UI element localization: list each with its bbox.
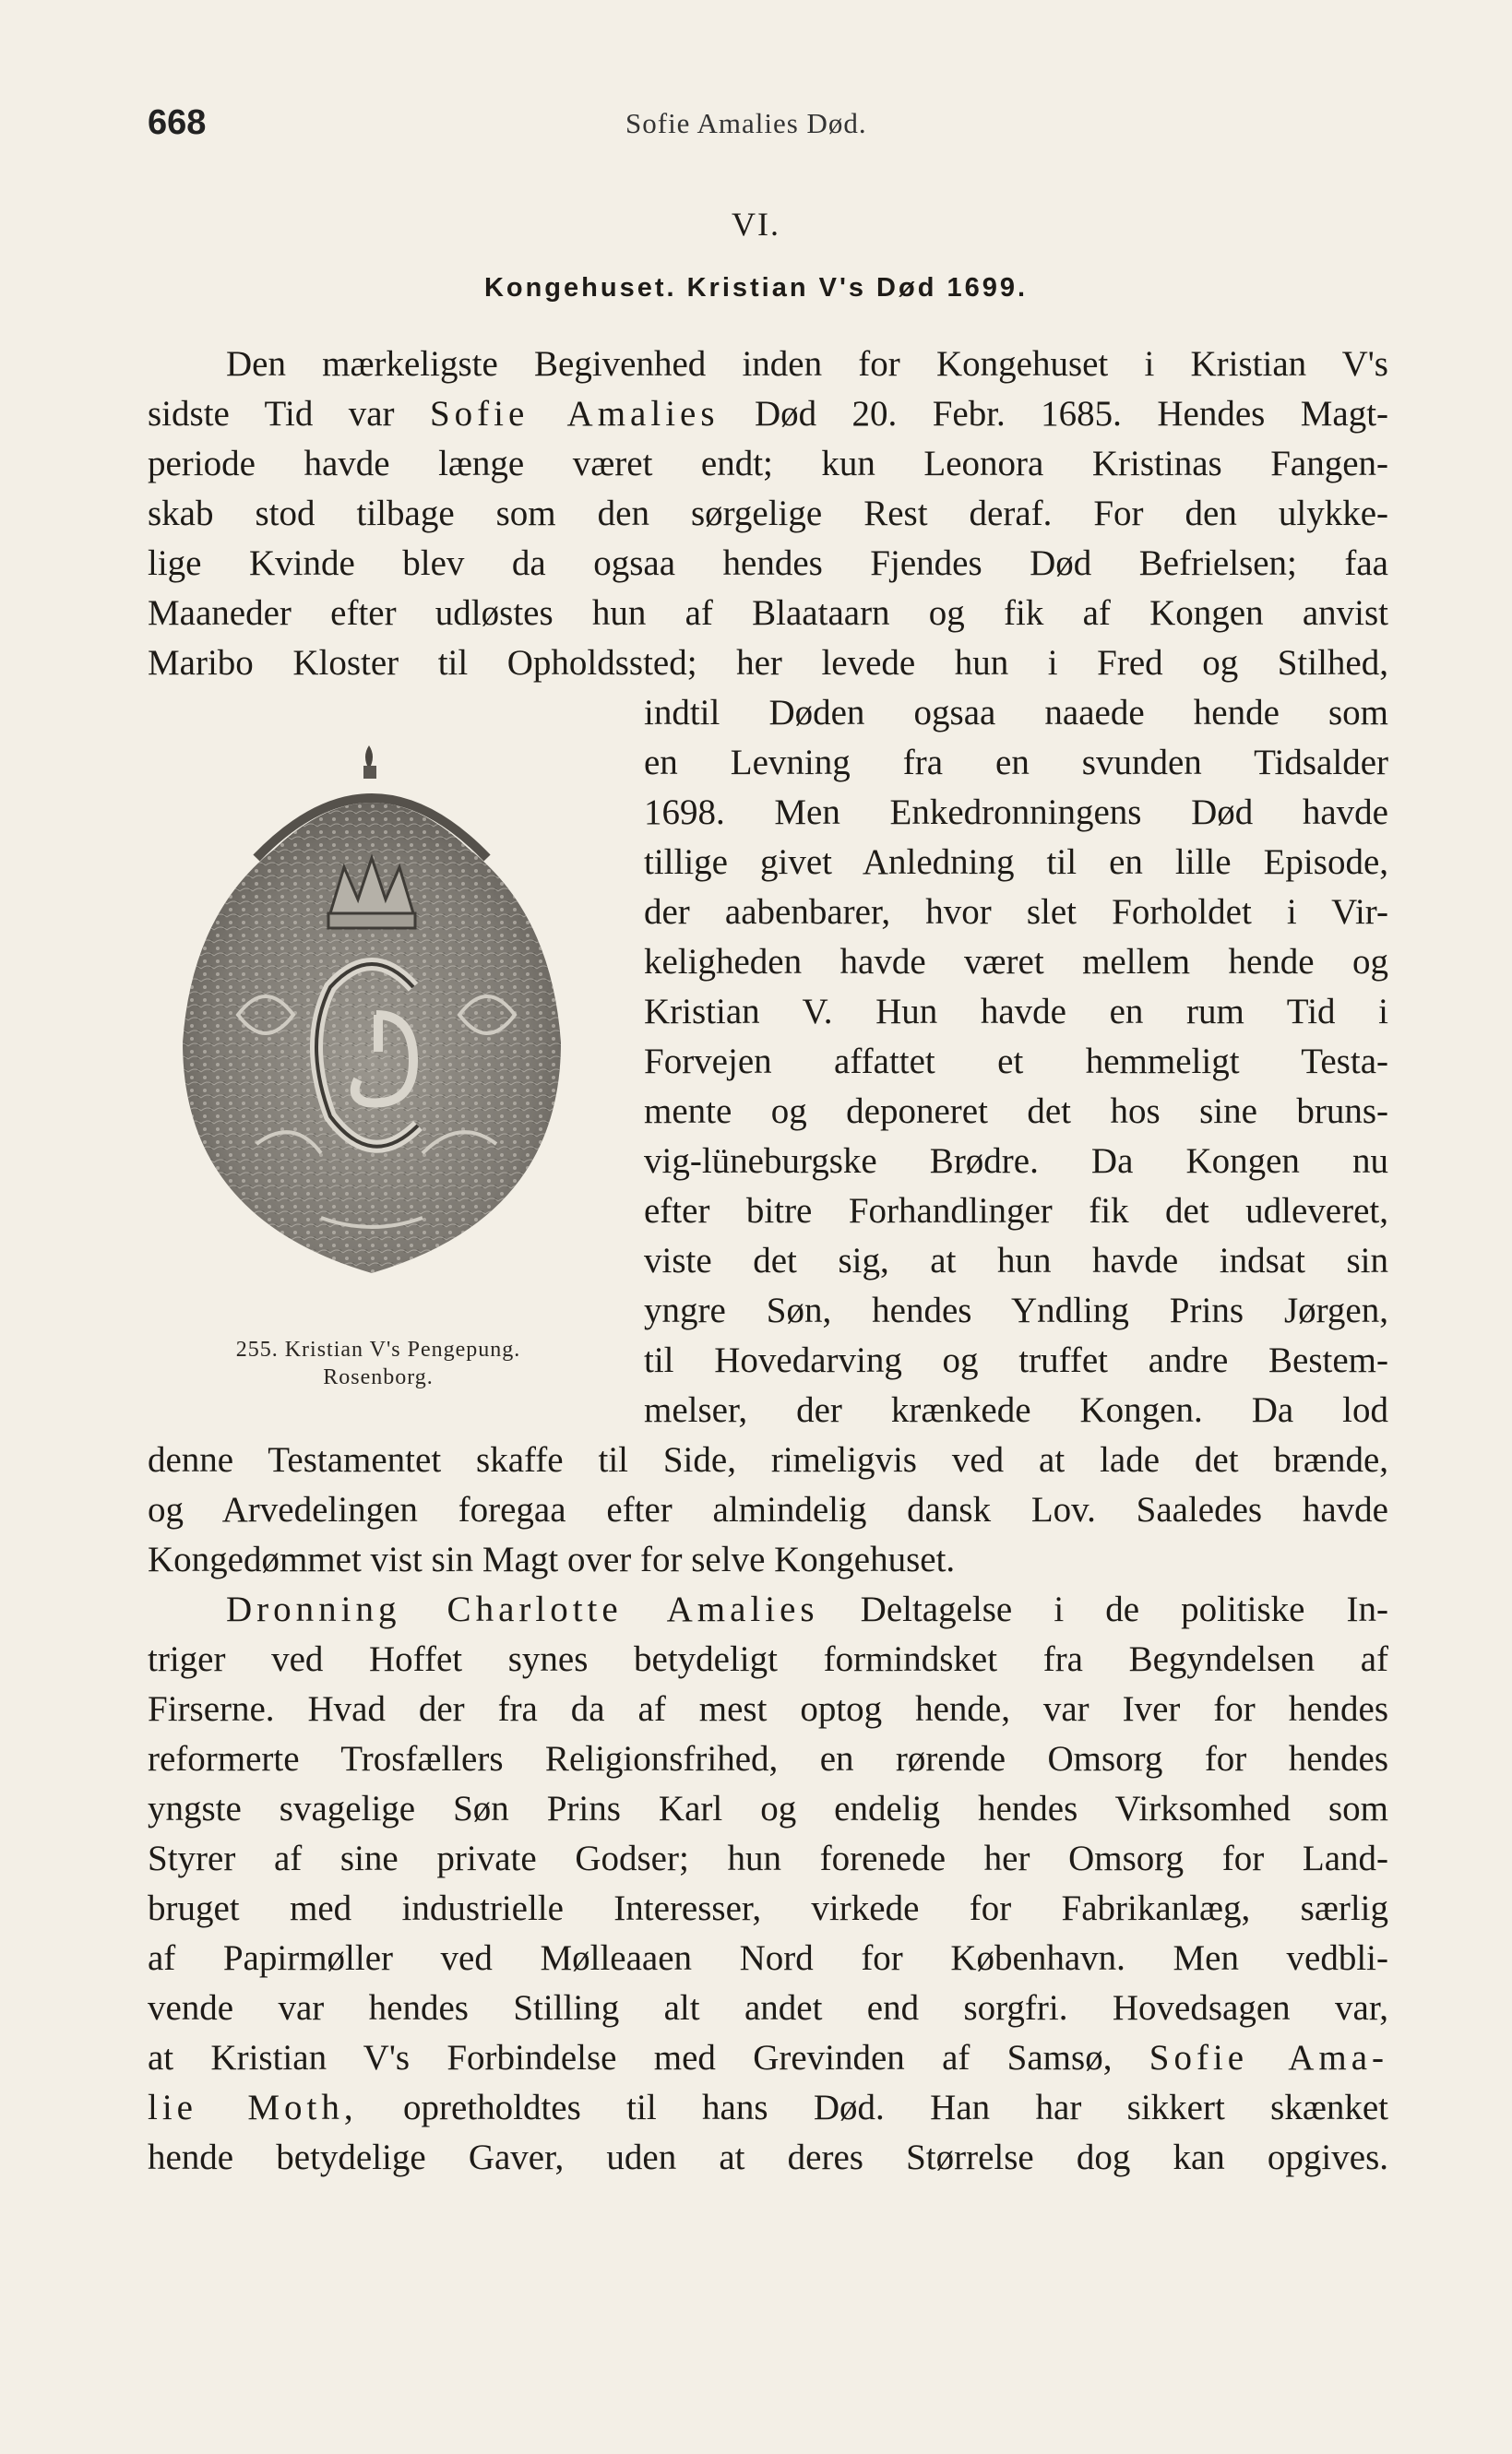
running-head xyxy=(148,103,1393,149)
text-line: melser, der krænkede Kongen. Da lod xyxy=(644,1390,1388,1430)
section-heading: Kongehuset. Kristian V's Død 1699. xyxy=(483,273,1029,303)
caption-line: 255. Kristian V's Pengepung. xyxy=(235,1338,521,1362)
text-line: triger ved Hoffet synes betydeligt formindsket fra Begyndelsen af xyxy=(148,1639,1388,1679)
spaced-name: Dronning Charlotte Amalies xyxy=(226,1590,819,1629)
text-line: viste det sig, at hun havde indsat sin xyxy=(644,1241,1388,1281)
text-line: Maaneder efter udløstes hun af Blaataarn og fik af Kongen anvist xyxy=(148,593,1388,633)
text-span: opretholdtes til hans Død. Han har sikkert skænket xyxy=(403,2088,1389,2127)
running-title: Sofie Amalies Død. xyxy=(625,107,867,139)
text-line: tillige givet Anledning til en lille Episode, xyxy=(644,842,1388,882)
text-line: yngre Søn, hendes Yndling Prins Jørgen, xyxy=(644,1291,1388,1330)
page-number: 668 xyxy=(148,103,207,142)
spaced-name: lie Moth, xyxy=(148,2088,358,2127)
text-line xyxy=(148,2083,1388,2133)
text-line: Forvejen affattet et hemmeligt Testa- xyxy=(644,1042,1388,1081)
text-line: vende var hendes Stilling alt andet end sorgfri. Hovedsagen var, xyxy=(148,1988,1388,2028)
text-span: sidste Tid var xyxy=(148,394,395,434)
text-line: Kongedømmet vist sin Magt over for selve Kongehuset. xyxy=(148,1540,956,1579)
text-line: periode havde længe været endt; kun Leonora Kristinas Fangen- xyxy=(148,444,1388,483)
purse-figure xyxy=(137,738,616,1328)
text-line: 1698. Men Enkedronningens Død havde xyxy=(644,792,1388,832)
text-line: og Arvedelingen foregaa efter almindelig dansk Lov. Saaledes havde xyxy=(148,1490,1388,1530)
spaced-name: Sofie Amalies xyxy=(429,394,720,434)
text-line: keligheden havde været mellem hende og xyxy=(644,942,1388,982)
text-line xyxy=(226,1585,1388,1635)
text-line: denne Testamentet skaffe til Side, rimeligvis ved at lade det brænde, xyxy=(148,1440,1388,1480)
text-line: Den mærkeligste Begivenhed inden for Kongehuset i Kristian V's xyxy=(226,344,1388,384)
text-line: indtil Døden ogsaa naaede hende som xyxy=(644,693,1388,733)
text-span: Død 20. Febr. 1685. Hendes Magt- xyxy=(754,394,1389,434)
text-line: lige Kvinde blev da ogsaa hendes Fjendes Død Befrielsen; faa xyxy=(148,543,1388,583)
text-line: vig-lüneburgske Brødre. Da Kongen nu xyxy=(644,1141,1388,1181)
text-line: der aabenbarer, hvor slet Forholdet i Vir- xyxy=(644,892,1388,932)
spaced-name: Sofie Ama- xyxy=(1149,2038,1389,2078)
section-number: VI. xyxy=(732,206,780,243)
text-line: hende betydelige Gaver, uden at deres Størrelse dog kan opgives. xyxy=(148,2138,1388,2177)
text-line: Firserne. Hvad der fra da af mest optog hende, var Iver for hendes xyxy=(148,1689,1388,1729)
text-line xyxy=(148,389,1388,439)
text-line: reformerte Trosfællers Religionsfrihed, en rørende Omsorg for hendes xyxy=(148,1739,1388,1779)
text-line xyxy=(148,2033,1388,2083)
text-line: bruget med industrielle Interesser, virkede for Fabrikanlæg, særlig xyxy=(148,1888,1388,1928)
text-line: en Levning fra en svunden Tidsalder xyxy=(644,743,1388,782)
text-line: mente og deponeret det hos sine bruns- xyxy=(644,1091,1388,1131)
text-line: Kristian V. Hun havde en rum Tid i xyxy=(644,992,1388,1031)
text-line: til Hovedarving og truffet andre Bestem- xyxy=(644,1340,1388,1380)
text-line: Maribo Kloster til Opholdssted; her levede hun i Fred og Stilhed, xyxy=(148,643,1388,683)
text-span: Deltagelse i de politiske In- xyxy=(860,1590,1388,1629)
caption-line: Rosenborg. xyxy=(323,1365,434,1389)
text-line: efter bitre Forhandlinger fik det udleveret, xyxy=(644,1191,1388,1231)
text-line: Styrer af sine private Godser; hun forenede her Omsorg for Land- xyxy=(148,1839,1388,1878)
text-line: skab stod tilbage som den sørgelige Rest deraf. For den ulykke- xyxy=(148,494,1388,533)
embroidered-purse-icon xyxy=(137,738,616,1328)
text-line: af Papirmøller ved Mølleaaen Nord for København. Men vedbli- xyxy=(148,1938,1388,1978)
figure-caption xyxy=(157,1336,600,1391)
text-line: yngste svagelige Søn Prins Karl og endelig hendes Virksomhed som xyxy=(148,1789,1388,1829)
text-span: at Kristian V's Forbindelse med Grevinden af Samsø, xyxy=(148,2038,1113,2078)
